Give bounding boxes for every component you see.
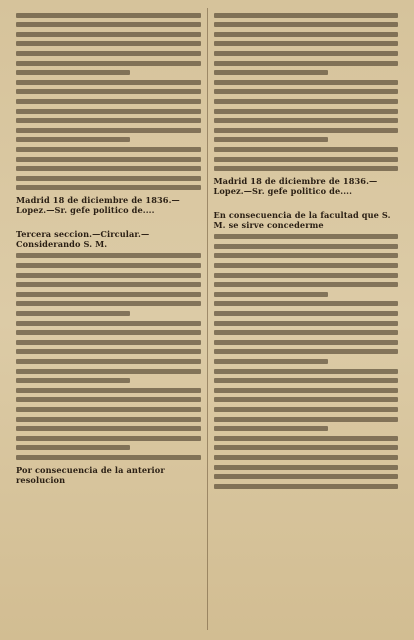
unreadable-text-line bbox=[214, 41, 399, 46]
right-fragment-paragraph-start: En consecuencia de la facultad que S. M. se sirve concederme bbox=[213, 209, 391, 230]
unreadable-text-line bbox=[16, 282, 201, 287]
unreadable-text-line bbox=[214, 417, 399, 422]
unreadable-text-line bbox=[214, 22, 399, 27]
unreadable-text-line bbox=[214, 157, 399, 162]
unreadable-text-line bbox=[16, 445, 130, 450]
unreadable-text-line bbox=[16, 397, 201, 402]
unreadable-text-line bbox=[16, 349, 201, 354]
unreadable-text-line bbox=[16, 369, 201, 374]
unreadable-text-line bbox=[16, 455, 201, 460]
unreadable-text-line bbox=[16, 80, 201, 85]
right-fragment-date: Madrid 18 de diciembre de 1836.—Lopez.—Sr. gefe politico de.... bbox=[213, 175, 378, 196]
column-divider bbox=[207, 8, 208, 630]
unreadable-text-line bbox=[214, 51, 399, 56]
unreadable-text-line bbox=[214, 455, 399, 460]
unreadable-text-line bbox=[214, 80, 399, 85]
unreadable-text-line bbox=[214, 147, 399, 152]
unreadable-text-line bbox=[16, 89, 201, 94]
unreadable-text-line bbox=[214, 311, 399, 316]
unreadable-text-line bbox=[214, 13, 399, 18]
unreadable-text-line bbox=[214, 330, 399, 335]
unreadable-text-line bbox=[214, 292, 328, 297]
unreadable-text-line bbox=[214, 359, 328, 364]
unreadable-text-line bbox=[16, 273, 201, 278]
unreadable-text-line bbox=[16, 157, 201, 162]
unreadable-text-line bbox=[214, 273, 399, 278]
unreadable-text-line bbox=[16, 61, 201, 66]
unreadable-text-line bbox=[214, 321, 399, 326]
unreadable-text-line bbox=[214, 109, 399, 114]
unreadable-text-line bbox=[16, 436, 201, 441]
unreadable-text-line bbox=[16, 378, 130, 383]
unreadable-text-line bbox=[16, 147, 201, 152]
right-column bbox=[208, 8, 405, 630]
unreadable-text-line bbox=[214, 436, 399, 441]
left-column bbox=[10, 8, 207, 630]
unreadable-text-line bbox=[16, 340, 201, 345]
unreadable-text-line bbox=[16, 321, 201, 326]
unreadable-text-line bbox=[214, 32, 399, 37]
unreadable-text-line bbox=[214, 349, 399, 354]
unreadable-text-line bbox=[214, 99, 399, 104]
unreadable-text-line bbox=[16, 22, 201, 27]
unreadable-text-line bbox=[16, 311, 130, 316]
unreadable-text-line bbox=[214, 407, 399, 412]
unreadable-text-line bbox=[16, 253, 201, 258]
unreadable-text-line bbox=[16, 13, 201, 18]
unreadable-text-line bbox=[214, 484, 399, 489]
unreadable-text-line bbox=[214, 378, 399, 383]
unreadable-text-line bbox=[16, 417, 201, 422]
unreadable-text-line bbox=[16, 388, 201, 393]
unreadable-text-line bbox=[214, 445, 399, 450]
unreadable-text-line bbox=[214, 234, 399, 239]
unreadable-text-line bbox=[16, 51, 201, 56]
left-fragment-date: Madrid 18 de diciembre de 1836.—Lopez.—Sr. gefe politico de.... bbox=[16, 194, 180, 215]
unreadable-text-line bbox=[16, 426, 201, 431]
unreadable-text-line bbox=[16, 166, 201, 171]
unreadable-text-line bbox=[16, 128, 201, 133]
unreadable-text-line bbox=[16, 330, 201, 335]
unreadable-text-line bbox=[16, 137, 130, 142]
left-fragment-closing: Por consecuencia de la anterior resolucion bbox=[16, 464, 165, 485]
unreadable-text-line bbox=[214, 426, 328, 431]
unreadable-text-line bbox=[16, 109, 201, 114]
unreadable-text-line bbox=[214, 474, 399, 479]
unreadable-text-line bbox=[16, 118, 201, 123]
unreadable-text-line bbox=[214, 388, 399, 393]
unreadable-text-line bbox=[16, 263, 201, 268]
unreadable-text-line bbox=[214, 137, 328, 142]
unreadable-text-line bbox=[214, 166, 399, 171]
unreadable-text-line bbox=[16, 359, 201, 364]
unreadable-text-line bbox=[16, 407, 201, 412]
unreadable-text-line bbox=[16, 70, 130, 75]
unreadable-text-line bbox=[16, 176, 201, 181]
unreadable-text-line bbox=[214, 89, 399, 94]
unreadable-text-line bbox=[16, 292, 201, 297]
unreadable-text-line bbox=[16, 301, 201, 306]
unreadable-text-line bbox=[214, 369, 399, 374]
unreadable-text-line bbox=[214, 61, 399, 66]
unreadable-text-line bbox=[16, 185, 201, 190]
unreadable-text-line bbox=[16, 32, 201, 37]
unreadable-text-line bbox=[16, 99, 201, 104]
unreadable-text-line bbox=[214, 282, 399, 287]
unreadable-text-line bbox=[214, 301, 399, 306]
unreadable-text-line bbox=[16, 41, 201, 46]
left-fragment-section-heading: Tercera seccion.—Circular.—Considerando S. M. bbox=[16, 228, 150, 249]
unreadable-text-line bbox=[214, 465, 399, 470]
unreadable-text-line bbox=[214, 340, 399, 345]
unreadable-text-line bbox=[214, 128, 399, 133]
unreadable-text-line bbox=[214, 263, 399, 268]
unreadable-text-line bbox=[214, 253, 399, 258]
unreadable-text-line bbox=[214, 244, 399, 249]
unreadable-text-line bbox=[214, 70, 328, 75]
unreadable-text-line bbox=[214, 118, 399, 123]
unreadable-text-line bbox=[214, 397, 399, 402]
